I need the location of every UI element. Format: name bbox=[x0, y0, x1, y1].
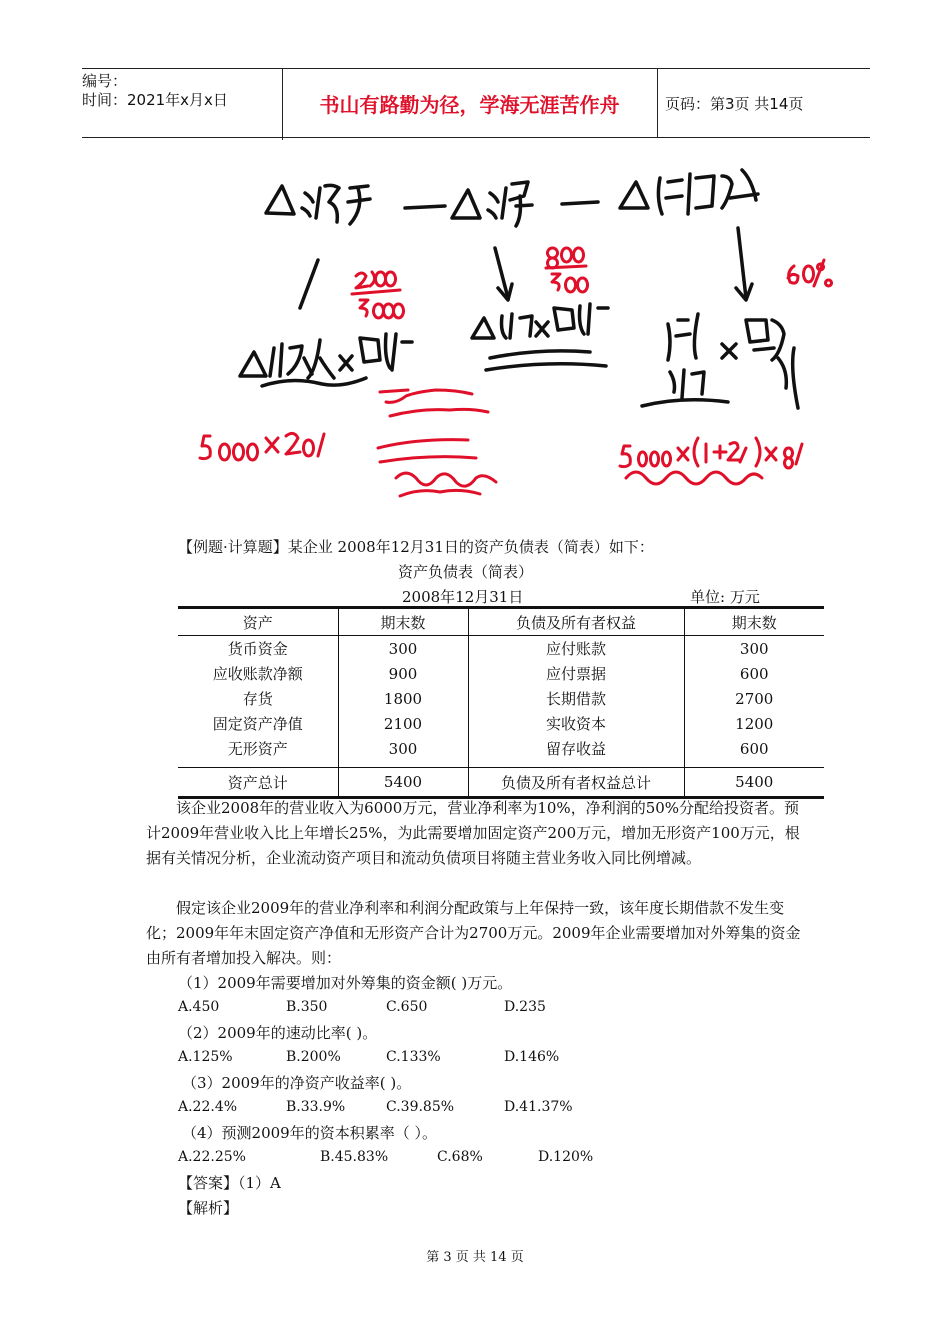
table-row bbox=[178, 711, 824, 736]
example-intro: 【例题·计算题】某企业 2008年12月31日的资产负债表（简表）如下： bbox=[178, 538, 654, 556]
page-header bbox=[82, 68, 870, 138]
table-cell: 负债及所有者权益 bbox=[468, 608, 684, 636]
table-cell: 应付账款 bbox=[468, 636, 684, 662]
table-cell: 600 bbox=[739, 664, 769, 683]
question-option: C.133% bbox=[386, 1049, 441, 1065]
question-option: B.200% bbox=[286, 1049, 341, 1065]
table-date: 2008年12月31日 bbox=[402, 588, 524, 606]
question-option: D.120% bbox=[538, 1149, 594, 1165]
analysis-label: 【解析】 bbox=[178, 1199, 239, 1217]
question-option: B.350 bbox=[286, 999, 328, 1015]
table-cell: 无形资产 bbox=[178, 736, 338, 761]
table-cell: 期末数 bbox=[338, 608, 468, 636]
handwritten-notes-image bbox=[190, 148, 850, 513]
paragraph-1: 该企业2008年的营业收入为6000万元，营业净利率为10%，净利润的50%分配给投资者。预计2009年营业收入比上年增长25%，为此需要增加固定资产200万元，增加无形资产100万元，根据有关情况分析，企业流动资产项目和流动负债项目将随主营业务收入同比例增减。 bbox=[146, 799, 800, 867]
header-meta-cell bbox=[82, 69, 283, 140]
question-option: D.146% bbox=[504, 1049, 560, 1065]
table-row bbox=[178, 636, 824, 662]
table-total-row bbox=[178, 768, 824, 798]
question-option: B.45.83% bbox=[320, 1149, 389, 1165]
table-cell: 900 bbox=[338, 661, 468, 686]
balance-sheet-table bbox=[178, 606, 824, 799]
answer-label: 【答案】（1）A bbox=[178, 1174, 281, 1192]
document-date-label: 时间：2021年x月x日 bbox=[82, 91, 228, 109]
table-row bbox=[178, 686, 824, 711]
table-cell: 1800 bbox=[338, 686, 468, 711]
table-cell: 留存收益 bbox=[468, 736, 684, 761]
table-row bbox=[178, 661, 824, 686]
table-cell: 应收账款净额 bbox=[178, 661, 338, 686]
table-cell: 1200 bbox=[735, 714, 774, 733]
question-option: C.39.85% bbox=[386, 1099, 455, 1115]
table-cell: 实收资本 bbox=[468, 711, 684, 736]
table-cell: 5400 bbox=[338, 768, 468, 798]
question-option: A.125% bbox=[178, 1049, 233, 1065]
table-header-row bbox=[178, 608, 824, 636]
table-cell: 5400 bbox=[684, 768, 824, 798]
header-motto: 书山有路勤为径，学海无涯苦作舟 bbox=[282, 69, 658, 137]
question-stem: （2）2009年的速动比率( )。 bbox=[178, 1024, 378, 1042]
header-page-label: 页码：第3页 共14页 bbox=[665, 94, 804, 113]
paragraph-2: 假定该企业2009年的营业净利率和利润分配政策与上年保持一致，该年度长期借款不发生变化；2009年年末固定资产净值和无形资产合计为2700万元。2009年企业需要增加对外筹集的资金由所有者增加投入解决。则： bbox=[146, 899, 801, 967]
question-stem: （3）2009年的净资产收益率( )。 bbox=[182, 1074, 412, 1092]
table-cell: 300 bbox=[338, 736, 468, 761]
question-stem: （4）预测2009年的资本积累率（ ）。 bbox=[182, 1124, 437, 1142]
table-row bbox=[178, 736, 824, 761]
question-option: C.68% bbox=[437, 1149, 483, 1165]
table-cell: 存货 bbox=[178, 686, 338, 711]
table-cell: 2100 bbox=[338, 711, 468, 736]
table-cell: 应付票据 bbox=[468, 661, 684, 686]
table-unit: 单位: 万元 bbox=[690, 588, 760, 606]
document-number-label: 编号： bbox=[82, 72, 128, 90]
table-cell: 固定资产净值 bbox=[178, 711, 338, 736]
table-cell: 600 bbox=[739, 739, 769, 758]
question-option: D.41.37% bbox=[504, 1099, 573, 1115]
question-option: A.22.4% bbox=[178, 1099, 238, 1115]
question-option: A.450 bbox=[178, 999, 220, 1015]
question-stem: （1）2009年需要增加对外筹集的资金额( )万元。 bbox=[178, 974, 513, 992]
table-cell: 货币资金 bbox=[178, 636, 338, 662]
page-footer: 第 3 页 共 14 页 bbox=[426, 1250, 524, 1265]
table-cell: 300 bbox=[739, 639, 769, 658]
table-cell: 资产 bbox=[178, 608, 338, 636]
table-title: 资产负债表（简表） bbox=[398, 563, 534, 581]
table-cell: 资产总计 bbox=[178, 768, 338, 798]
table-cell: 负债及所有者权益总计 bbox=[468, 768, 684, 798]
question-option: B.33.9% bbox=[286, 1099, 346, 1115]
table-cell: 长期借款 bbox=[468, 686, 684, 711]
question-option: A.22.25% bbox=[178, 1149, 246, 1165]
table-cell: 300 bbox=[338, 636, 468, 662]
table-cell: 期末数 bbox=[684, 608, 824, 636]
question-option: C.650 bbox=[386, 999, 428, 1015]
question-option: D.235 bbox=[504, 999, 546, 1015]
table-cell: 2700 bbox=[735, 689, 774, 708]
